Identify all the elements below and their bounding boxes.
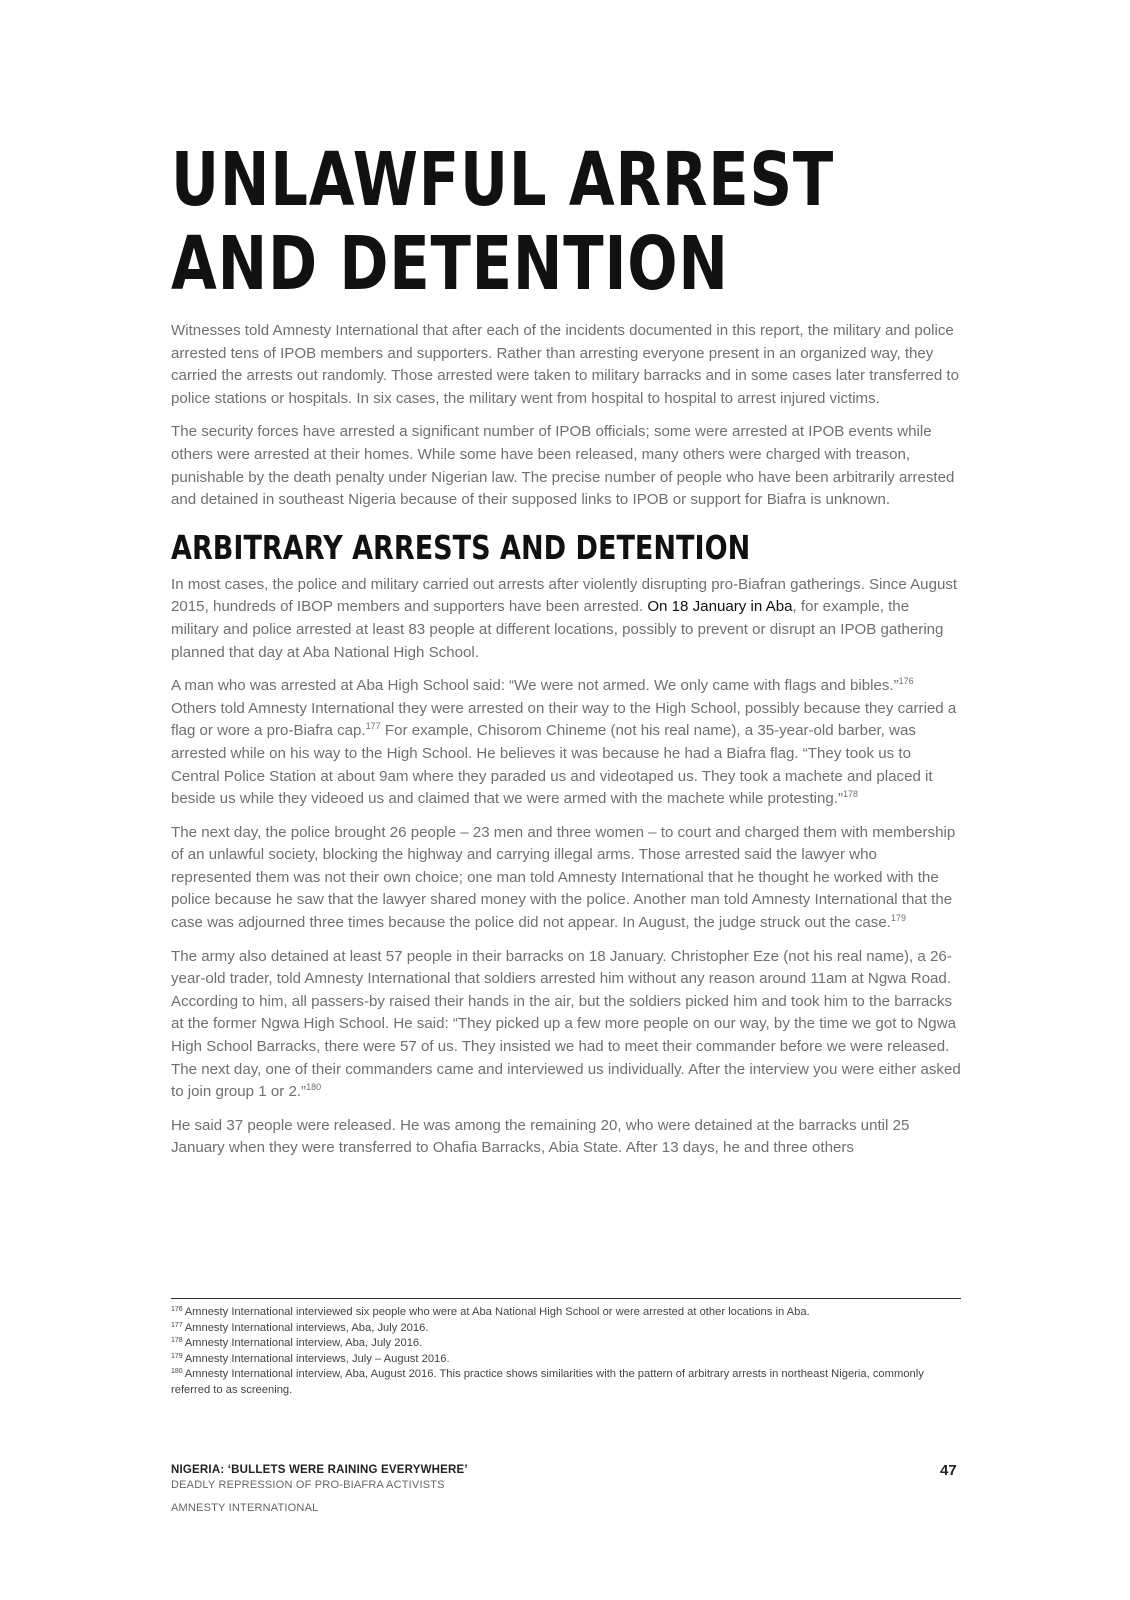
footer-organization: AMNESTY INTERNATIONAL xyxy=(171,1502,319,1514)
footnote-item xyxy=(171,1352,961,1368)
footnote-text: Amnesty International interviews, Aba, July 2016. xyxy=(184,1321,429,1334)
paragraph-text: , for example, the military and police arrested at least 83 people at different locations, possibly to prevent or disrupt an IPOB gathering planned that day at Aba National High School. xyxy=(171,598,944,661)
paragraph-text: For example, Chisorom Chineme (not his real name), a 35-year-old barber, was arrested while on his way to the High School. He believes it was because he had a Biafra flag. “They took us to Central Police Station at about 9am where they paraded us and videotaped us. They took a machete and placed it beside us while they videoed us and claimed that we were armed with the machete while protesting.” xyxy=(171,722,933,808)
section-heading: ARBITRARY ARRESTS AND DETENTION xyxy=(171,527,751,567)
footer-report-subtitle: DEADLY REPRESSION OF PRO-BIAFRA ACTIVISTS xyxy=(171,1479,445,1491)
page-footer xyxy=(171,1464,971,1514)
footnote-ref[interactable]: 177 xyxy=(365,721,381,732)
title-wrap xyxy=(171,138,961,306)
footnote-text: Amnesty International interviews, July – August 2016. xyxy=(184,1352,450,1365)
footer-report-title: NIGERIA: ‘BULLETS WERE RAINING EVERYWHERE’ xyxy=(171,1464,468,1476)
footnote-text: Amnesty International interviewed six people who were at Aba National High School or were arrested at other locations in Aba. xyxy=(184,1306,810,1318)
intro-paragraph-1: Witnesses told Amnesty International that after each of the incidents documented in this report, the military and police arrested tens of IPOB members and supporters. Rather than arresting everyone present in an organized way, they carried the arrests out randomly. Those arrested were taken to military barracks and in some cases later transferred to police stations or hospitals. In six cases, the military went from hospital to hospital to arrest injured victims. xyxy=(171,322,960,407)
footnote-number: 180 xyxy=(171,1368,183,1376)
footnotes xyxy=(171,1305,961,1399)
intro-paragraph-2: The security forces have arrested a significant number of IPOB officials; some were arrested at IPOB events while others were arrested at their homes. While some have been released, many others were charged with treason, punishable by the death penalty under Nigerian law. The precise number of people who have been arbitrarily arrested and detained in southeast Nigeria because of their supposed links to IPOB or support for Biafra is unknown. xyxy=(171,423,955,509)
footnote-text: Amnesty International interview, Aba, August 2016. This practice shows similarities with the pattern of arbitrary arrests in northeast Nigeria, commonly referred to as screening. xyxy=(171,1368,924,1396)
footnote-number: 177 xyxy=(171,1321,183,1329)
footnote-item xyxy=(171,1367,961,1398)
main-content xyxy=(171,138,961,1171)
section-paragraph-4 xyxy=(171,946,961,1104)
footnote-text: Amnesty International interview, Aba, July 2016. xyxy=(184,1337,423,1350)
page-title: UNLAWFUL ARREST AND DETENTION xyxy=(171,137,835,307)
inline-link[interactable]: On 18 January in Aba xyxy=(647,598,793,616)
paragraph-text: In most cases, the police and military carried out arrests after violently disrupting pro-Biafran gatherings. Since August 2015, hundreds of IBOP members and supporters have been arrested. xyxy=(171,575,958,616)
footnote-item xyxy=(171,1305,961,1321)
paragraph-text: A man who was arrested at Aba High School said: “We were not armed. We only came with flags and bibles.” xyxy=(171,677,899,695)
footnote-number: 179 xyxy=(171,1352,183,1360)
footnote-item xyxy=(171,1321,961,1337)
paragraph-text: The next day, the police brought 26 people – 23 men and three women – to court and charged them with membership of an unlawful society, blocking the highway and carrying illegal arms. Those arrested said the lawyer who represented them was not their own choice; one man told Amnesty International that he thought he worked with the police because he saw that the lawyer shared money with the police. Another man told Amnesty International that the case was adjourned three times because the police did not appear. In August, the judge struck out the case. xyxy=(171,823,956,932)
footnote-ref[interactable]: 176 xyxy=(898,676,914,687)
section-paragraph-1 xyxy=(171,574,961,664)
footnote-item xyxy=(171,1336,961,1352)
page-number: 47 xyxy=(940,1462,957,1479)
section-paragraph-5: He said 37 people were released. He was among the remaining 20, who were detained at the barracks until 25 January when they were transferred to Ohafia Barracks, Abia State. After 13 days, he and three others xyxy=(171,1116,910,1157)
footnote-ref[interactable]: 180 xyxy=(306,1082,322,1093)
section-paragraph-2 xyxy=(171,675,961,811)
footnote-ref[interactable]: 179 xyxy=(890,913,906,924)
footnote-number: 178 xyxy=(171,1337,183,1345)
section-paragraph-3 xyxy=(171,822,961,935)
footnote-divider xyxy=(171,1298,961,1299)
footnote-ref[interactable]: 178 xyxy=(843,789,859,800)
paragraph-text: The army also detained at least 57 people in their barracks on 18 January. Christopher Eze (not his real name), a 26-year-old trader, told Amnesty International that soldiers arrested him without any reason around 11am at Ngwa Road. According to him, all passers-by raised their hands in the air, but the soldiers picked him and took him to the barracks at the former Ngwa High School. He said: “They picked up a few more people on our way, by the time we got to Ngwa High School Barracks, there were 57 of us. They insisted we had to meet their commander before we were released. The next day, one of their commanders came and interviewed us individually. After the interview you were either asked to join group 1 or 2.” xyxy=(171,947,961,1101)
paragraph-text: Others told Amnesty International they were arrested on their way to the High School, possibly because they carried a flag or wore a pro-Biafra cap. xyxy=(171,699,957,740)
footnote-number: 176 xyxy=(171,1306,183,1313)
